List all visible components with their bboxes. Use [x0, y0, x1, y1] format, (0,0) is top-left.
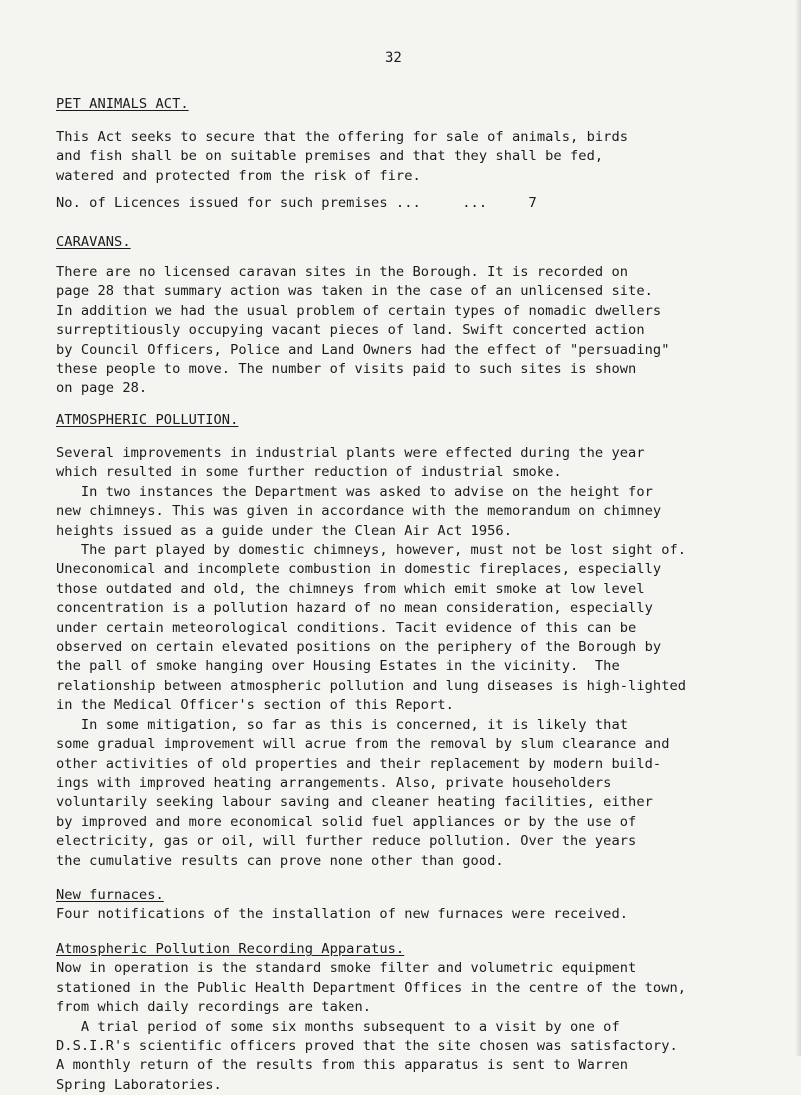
paragraph-line: in the Medical Officer's section of this Report. — [56, 697, 454, 714]
paragraph-line: voluntarily seeking labour saving and cleaner heating facilities, either — [56, 794, 653, 811]
paragraph-line: by Council Officers, Police and Land Owners had the effect of "persuading" — [56, 341, 670, 358]
page-number: 32 — [385, 50, 402, 66]
paragraph-line: the pall of smoke hanging over Housing Estates in the vicinity. The — [56, 658, 620, 675]
paragraph-line: D.S.I.R's scientific officers proved that the site chosen was satisfactory. — [56, 1038, 678, 1055]
paragraph-line: This Act seeks to secure that the offering for sale of animals, birds — [56, 129, 629, 145]
licences-line — [56, 194, 537, 213]
paragraph-line: which resulted in some further reduction of industrial smoke. — [56, 464, 562, 481]
caravans-paragraph — [56, 263, 670, 399]
paragraph-line: ings with improved heating arrangements. Also, private householders — [56, 774, 612, 791]
paragraph-line: The part played by domestic chimneys, however, must not be lost sight of. — [56, 542, 687, 559]
paragraph-line: A trial period of some six months subsequent to a visit by one of — [56, 1018, 620, 1035]
paragraph-line: Uneconomical and incomplete combustion in domestic fireplaces, especially — [56, 561, 662, 578]
paragraph-line: relationship between atmospheric pollution and lung diseases is high-lighted — [56, 677, 687, 694]
paragraph-line: concentration is a pollution hazard of no mean consideration, especially — [56, 600, 653, 617]
pet-animals-section — [56, 95, 189, 114]
paragraph-line: some gradual improvement will acrue from the removal by slum clearance and — [56, 736, 670, 753]
pet-animals-heading: PET ANIMALS ACT. — [56, 96, 189, 112]
page-edge-shadow — [795, 0, 801, 1056]
paragraph-line: There are no licensed caravan sites in the Borough. It is recorded on — [56, 264, 629, 280]
paragraph-line: observed on certain elevated positions on the periphery of the Borough by — [56, 639, 662, 656]
paragraph-line: stationed in the Public Health Department Offices in the centre of the town, — [56, 979, 687, 996]
atmospheric-pollution-paragraph — [56, 444, 686, 871]
caravans-heading: CARAVANS. — [56, 234, 131, 250]
paragraph-line: from which daily recordings are taken. — [56, 999, 372, 1016]
recording-apparatus-heading: Atmospheric Pollution Recording Apparatus. — [56, 941, 405, 957]
paragraph-line: Several improvements in industrial plants were effected during the year — [56, 445, 645, 461]
atmospheric-pollution-section — [56, 411, 238, 430]
new-furnaces-section — [56, 886, 628, 925]
paragraph-line: Now in operation is the standard smoke filter and volumetric equipment — [56, 960, 637, 977]
paragraph-line: these people to move. The number of visits paid to such sites is shown — [56, 361, 637, 378]
paragraph-line: watered and protected from the risk of fire. — [56, 167, 421, 184]
paragraph-line: In addition we had the usual problem of certain types of nomadic dwellers — [56, 302, 662, 319]
new-furnaces-heading: New furnaces. — [56, 887, 164, 903]
paragraph-line: In some mitigation, so far as this is concerned, it is likely that — [56, 716, 629, 733]
paragraph-line: page 28 that summary action was taken in the case of an unlicensed site. — [56, 283, 653, 300]
pet-animals-paragraph — [56, 128, 628, 186]
paragraph-line: heights issued as a guide under the Clean Air Act 1956. — [56, 522, 512, 539]
paragraph-line: other activities of old properties and their replacement by modern build- — [56, 755, 662, 772]
paragraph-line: and fish shall be on suitable premises and that they shall be fed, — [56, 148, 604, 165]
paragraph-line: under certain meteorological conditions. Tacit evidence of this can be — [56, 619, 637, 636]
new-furnaces-text: Four notifications of the installation of new furnaces were received. — [56, 906, 629, 923]
caravans-section — [56, 233, 131, 252]
paragraph-line: the cumulative results can prove none other than good. — [56, 852, 504, 869]
paragraph-line: surreptitiously occupying vacant pieces of land. Swift concerted action — [56, 322, 645, 339]
paragraph-line: on page 28. — [56, 380, 148, 397]
paragraph-line: those outdated and old, the chimneys from which emit smoke at low level — [56, 580, 645, 597]
paragraph-line: In two instances the Department was asked to advise on the height for — [56, 483, 653, 500]
licences-count-line: No. of Licences issued for such premises ... ... 7 — [56, 195, 537, 211]
paragraph-line: A monthly return of the results from this apparatus is sent to Warren — [56, 1057, 629, 1074]
paragraph-line: electricity, gas or oil, will further reduce pollution. Over the years — [56, 833, 637, 850]
recording-apparatus-section — [56, 940, 686, 1095]
paragraph-line: new chimneys. This was given in accordance with the memorandum on chimney — [56, 503, 662, 520]
paragraph-line: Spring Laboratories. — [56, 1076, 222, 1093]
atmospheric-pollution-heading: ATMOSPHERIC POLLUTION. — [56, 412, 239, 428]
paragraph-line: by improved and more economical solid fuel appliances or by the use of — [56, 813, 637, 830]
